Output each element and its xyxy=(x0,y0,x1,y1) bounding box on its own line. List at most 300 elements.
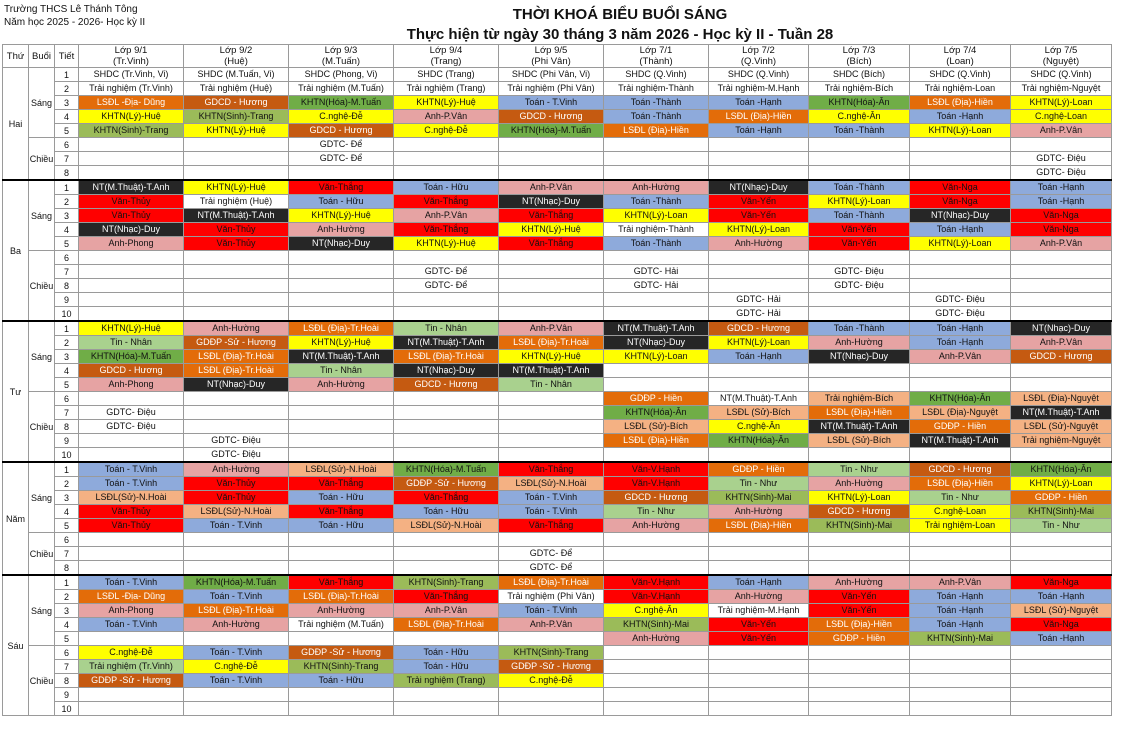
lesson-text: Toán - Hữu xyxy=(318,675,364,685)
lesson-cell xyxy=(709,590,809,604)
lesson-text: Văn-Nga xyxy=(1043,619,1079,629)
lesson-cell xyxy=(184,674,289,688)
session-label: Sáng xyxy=(29,68,55,138)
lesson-text: KHTN(Hóa)-M.Tuấn xyxy=(300,97,382,107)
lesson-text xyxy=(604,674,708,687)
lesson-cell xyxy=(79,688,184,702)
lesson-text xyxy=(1011,265,1111,278)
lesson-text: Toán - Hữu xyxy=(423,506,469,516)
lesson-text: Toán - T.Vinh xyxy=(209,520,263,530)
lesson-cell xyxy=(394,279,499,293)
school-name: Trường THCS Lê Thánh Tông xyxy=(4,4,138,15)
period-number: 9 xyxy=(55,293,79,307)
lesson-cell xyxy=(499,68,604,82)
lesson-text: Anh-P.Vân xyxy=(938,351,982,361)
lesson-cell xyxy=(184,279,289,293)
lesson-text xyxy=(1011,533,1111,546)
lesson-cell xyxy=(709,223,809,237)
lesson-cell xyxy=(394,505,499,519)
lesson-text xyxy=(289,448,393,461)
lesson-cell xyxy=(289,68,394,82)
lesson-cell xyxy=(394,420,499,434)
lesson-cell xyxy=(1011,434,1112,448)
lesson-text: NT(M.Thuật)-T.Anh xyxy=(719,393,797,403)
lesson-text xyxy=(1011,364,1111,377)
period-number: 4 xyxy=(55,618,79,632)
lesson-cell xyxy=(604,702,709,716)
table-row xyxy=(3,392,1112,406)
lesson-text xyxy=(709,533,808,546)
lesson-text xyxy=(394,561,498,574)
lesson-cell xyxy=(79,336,184,350)
lesson-text: LSĐL (Địa)-Tr.Hoài xyxy=(513,577,589,587)
lesson-text: SHDC (Q.Vinh) xyxy=(1030,69,1092,79)
period-number: 3 xyxy=(55,96,79,110)
lesson-text: Toán - T.Vinh xyxy=(209,591,263,601)
header-buoi: Buổi xyxy=(29,45,55,68)
lesson-text: Văn-V.Hạnh xyxy=(631,591,681,601)
lesson-cell xyxy=(910,279,1011,293)
table-row xyxy=(3,660,1112,674)
lesson-cell xyxy=(910,618,1011,632)
lesson-cell xyxy=(79,293,184,307)
lesson-text: Toán - T.Vinh xyxy=(104,478,158,488)
lesson-cell xyxy=(289,293,394,307)
lesson-text xyxy=(809,646,909,659)
lesson-cell xyxy=(79,68,184,82)
lesson-text: Tin - Nhân xyxy=(110,337,152,347)
lesson-cell xyxy=(910,392,1011,406)
lesson-text: C.nghệ-Loan xyxy=(933,506,987,516)
lesson-text: LSĐL (Địa)-Hiền xyxy=(826,619,892,629)
lesson-text: NT(Nhạc)-Duy xyxy=(930,210,989,220)
table-row xyxy=(3,618,1112,632)
lesson-text xyxy=(79,448,183,461)
lesson-cell xyxy=(1011,378,1112,392)
table-row xyxy=(3,265,1112,279)
class-header xyxy=(79,45,184,68)
lesson-text: Văn-Thắng xyxy=(423,224,469,234)
lesson-cell xyxy=(394,138,499,152)
lesson-text: Toán - Hữu xyxy=(318,492,364,502)
lesson-cell xyxy=(1011,575,1112,590)
lesson-text xyxy=(184,293,288,306)
lesson-cell xyxy=(604,110,709,124)
lesson-cell xyxy=(499,392,604,406)
lesson-cell xyxy=(910,646,1011,660)
day-label: Năm xyxy=(3,462,29,575)
lesson-cell xyxy=(184,251,289,265)
lesson-text xyxy=(289,420,393,433)
lesson-cell xyxy=(499,448,604,463)
lesson-cell xyxy=(79,674,184,688)
lesson-cell xyxy=(910,406,1011,420)
lesson-text: Toán -Hạnh xyxy=(735,351,782,361)
lesson-cell xyxy=(184,434,289,448)
lesson-cell xyxy=(809,448,910,463)
lesson-text xyxy=(289,307,393,320)
lesson-text: LSĐL -Địa- Dũng xyxy=(96,97,166,107)
lesson-cell xyxy=(79,237,184,251)
lesson-cell xyxy=(184,561,289,576)
lesson-cell xyxy=(289,505,394,519)
lesson-cell xyxy=(184,293,289,307)
lesson-cell xyxy=(184,265,289,279)
lesson-text xyxy=(79,392,183,405)
lesson-text: Văn-Thắng xyxy=(528,464,574,474)
period-number: 1 xyxy=(55,575,79,590)
lesson-text xyxy=(1011,279,1111,292)
lesson-cell xyxy=(604,674,709,688)
lesson-cell xyxy=(394,632,499,646)
lesson-text: Tin - Như xyxy=(840,464,878,474)
lesson-cell xyxy=(809,575,910,590)
lesson-cell xyxy=(910,491,1011,505)
lesson-cell xyxy=(809,604,910,618)
lesson-cell xyxy=(184,321,289,336)
lesson-text xyxy=(394,166,498,179)
period-number: 9 xyxy=(55,688,79,702)
lesson-cell xyxy=(394,251,499,265)
lesson-text: Toán -Thành xyxy=(630,111,682,121)
lesson-text: SHDC (Q.Vinh) xyxy=(727,69,790,79)
lesson-text xyxy=(499,138,603,151)
lesson-cell xyxy=(499,660,604,674)
lesson-text: Toán -Hạnh xyxy=(936,111,984,121)
lesson-text: LSĐL (Địa)-Hiền xyxy=(725,111,792,121)
table-row xyxy=(3,336,1112,350)
lesson-text xyxy=(604,533,708,546)
table-row xyxy=(3,152,1112,166)
lesson-cell xyxy=(184,660,289,674)
lesson-text xyxy=(499,392,603,405)
class-teacher: (Nguyệt) xyxy=(1042,56,1080,67)
period-number: 4 xyxy=(55,364,79,378)
lesson-text: NT(M.Thuật)-T.Anh xyxy=(302,351,380,361)
lesson-text: Toán -Thành xyxy=(833,182,885,192)
lesson-cell xyxy=(809,293,910,307)
lesson-text xyxy=(910,674,1010,687)
period-number: 2 xyxy=(55,195,79,209)
table-row xyxy=(3,279,1112,293)
class-name: Lớp 9/2 xyxy=(219,45,253,56)
lesson-cell xyxy=(1011,519,1112,533)
lesson-text: Văn-Nga xyxy=(942,182,978,192)
lesson-cell xyxy=(79,195,184,209)
table-row xyxy=(3,688,1112,702)
lesson-text xyxy=(709,265,808,278)
lesson-cell xyxy=(184,110,289,124)
lesson-text xyxy=(604,251,708,264)
lesson-text: Văn-Thắng xyxy=(318,506,364,516)
lesson-text: Anh-Hường xyxy=(835,478,883,488)
lesson-cell xyxy=(394,688,499,702)
lesson-text xyxy=(910,646,1010,659)
lesson-cell xyxy=(604,265,709,279)
lesson-cell xyxy=(499,124,604,138)
lesson-cell xyxy=(709,674,809,688)
lesson-text xyxy=(289,406,393,419)
lesson-text: Toán -Hạnh xyxy=(936,605,984,615)
lesson-cell xyxy=(184,406,289,420)
lesson-cell xyxy=(709,646,809,660)
lesson-text: GDĐP - Hiền xyxy=(933,421,987,431)
lesson-text: GDTC- Điệu xyxy=(834,280,884,290)
period-number: 5 xyxy=(55,632,79,646)
lesson-text: GDĐP - Hiền xyxy=(732,464,785,474)
lesson-text: C.nghệ-Ân xyxy=(634,605,678,615)
lesson-cell xyxy=(79,350,184,364)
lesson-text xyxy=(604,688,708,701)
lesson-cell xyxy=(709,251,809,265)
lesson-cell xyxy=(499,378,604,392)
lesson-cell xyxy=(184,152,289,166)
lesson-text: Trải nghiệm-Thành xyxy=(618,224,694,234)
lesson-text: GDĐP -Sử - Hương xyxy=(511,661,591,671)
lesson-text: GDTC- Điệu xyxy=(1036,167,1086,177)
lesson-text: Toán - Hữu xyxy=(423,661,469,671)
lesson-text: LSĐL (Địa)-Hiền xyxy=(725,520,792,530)
lesson-text: Văn-Thủy xyxy=(216,224,256,234)
lesson-cell xyxy=(910,307,1011,322)
lesson-text xyxy=(499,702,603,715)
session-label: Chiều xyxy=(29,533,55,576)
lesson-cell xyxy=(499,406,604,420)
lesson-cell xyxy=(394,152,499,166)
lesson-text: GDTC- Để xyxy=(424,266,468,276)
period-number: 2 xyxy=(55,590,79,604)
lesson-text: GDCD - Hương xyxy=(827,506,891,516)
lesson-text: Trải nghiệm-Loan xyxy=(924,520,996,530)
lesson-cell xyxy=(394,223,499,237)
lesson-cell xyxy=(289,434,394,448)
lesson-text xyxy=(79,307,183,320)
class-name: Lớp 9/4 xyxy=(429,45,463,56)
lesson-cell xyxy=(604,660,709,674)
lesson-cell xyxy=(709,378,809,392)
lesson-text: Trải nghiệm (Phi Vân) xyxy=(507,83,595,93)
lesson-text: KHTN(Sinh)-Mai xyxy=(725,492,792,502)
lesson-cell xyxy=(604,251,709,265)
lesson-cell xyxy=(184,364,289,378)
lesson-text: Tin - Nhân xyxy=(425,323,467,333)
lesson-cell xyxy=(809,702,910,716)
lesson-cell xyxy=(1011,321,1112,336)
lesson-text xyxy=(910,547,1010,560)
lesson-cell xyxy=(1011,533,1112,547)
lesson-cell xyxy=(79,152,184,166)
lesson-cell xyxy=(1011,702,1112,716)
lesson-text: GDTC- Hải xyxy=(633,266,679,276)
lesson-text xyxy=(1011,251,1111,264)
lesson-text: KHTN(Lý)-Loan xyxy=(827,196,891,206)
lesson-cell xyxy=(1011,223,1112,237)
period-number: 6 xyxy=(55,392,79,406)
lesson-text: NT(M.Thuật)-T.Anh xyxy=(921,435,999,445)
lesson-cell xyxy=(499,674,604,688)
session-label: Sáng xyxy=(29,462,55,533)
lesson-cell xyxy=(910,561,1011,576)
lesson-text: SHDC (M.Tuấn, Vi) xyxy=(197,69,275,79)
lesson-cell xyxy=(289,462,394,477)
lesson-text: Văn-Thủy xyxy=(216,492,256,502)
lesson-cell xyxy=(709,138,809,152)
timetable-body xyxy=(3,68,1112,716)
lesson-text: Văn-Yến xyxy=(740,210,777,220)
lesson-cell xyxy=(289,195,394,209)
lesson-cell xyxy=(809,152,910,166)
lesson-text xyxy=(79,152,183,165)
lesson-cell xyxy=(1011,688,1112,702)
lesson-cell xyxy=(79,180,184,195)
lesson-text xyxy=(394,392,498,405)
session-label: Sáng xyxy=(29,575,55,646)
lesson-text: KHTN(Lý)-Huệ xyxy=(311,210,371,220)
lesson-cell xyxy=(394,180,499,195)
lesson-cell xyxy=(910,632,1011,646)
lesson-text: Văn-Thắng xyxy=(423,591,469,601)
lesson-text: Toán -Hạnh xyxy=(936,224,984,234)
lesson-cell xyxy=(910,251,1011,265)
lesson-text: Toán -Hạnh xyxy=(1037,196,1085,206)
lesson-text xyxy=(604,561,708,574)
session-label: Sáng xyxy=(29,180,55,251)
lesson-cell xyxy=(604,590,709,604)
lesson-cell xyxy=(184,166,289,181)
lesson-cell xyxy=(709,448,809,463)
lesson-cell xyxy=(809,378,910,392)
page-subtitle: Thực hiện từ ngày 30 tháng 3 năm 2026 - Học kỳ II - Tuần 28 xyxy=(406,26,834,43)
class-teacher: (Q.Vinh) xyxy=(740,56,777,67)
lesson-text: Trải nghiệm-Bích xyxy=(824,393,894,403)
lesson-text: LSĐL(Sử)-N.Hoài xyxy=(515,478,587,488)
lesson-text xyxy=(709,561,808,574)
lesson-cell xyxy=(184,180,289,195)
lesson-text xyxy=(184,702,288,715)
lesson-cell xyxy=(289,209,394,223)
lesson-text: Toán -Hạnh xyxy=(1037,633,1085,643)
day-label: Hai xyxy=(3,68,29,181)
lesson-cell xyxy=(289,590,394,604)
lesson-cell xyxy=(499,632,604,646)
lesson-text: KHTN(Sinh)-Trang xyxy=(198,111,274,121)
period-number: 5 xyxy=(55,378,79,392)
lesson-text xyxy=(184,561,288,574)
period-number: 6 xyxy=(55,533,79,547)
lesson-text: GDĐP -Sử - Hương xyxy=(406,478,486,488)
lesson-text: Văn-Yến xyxy=(841,605,877,615)
lesson-text xyxy=(809,533,909,546)
lesson-text xyxy=(394,152,498,165)
period-number: 3 xyxy=(55,604,79,618)
lesson-cell xyxy=(289,561,394,576)
header-tiet: Tiết xyxy=(55,45,79,68)
lesson-text: LSĐL (Địa)-Tr.Hoài xyxy=(303,323,379,333)
lesson-text: GDTC- Để xyxy=(319,139,363,149)
lesson-cell xyxy=(604,124,709,138)
lesson-text xyxy=(910,166,1010,179)
lesson-cell xyxy=(79,209,184,223)
lesson-cell xyxy=(1011,448,1112,463)
lesson-text: NT(Nhạc)-Duy xyxy=(521,196,580,206)
lesson-cell xyxy=(184,547,289,561)
lesson-cell xyxy=(394,646,499,660)
lesson-text: Anh-Hường xyxy=(734,591,783,601)
lesson-cell xyxy=(709,209,809,223)
lesson-cell xyxy=(79,307,184,322)
lesson-text: Văn-Yến xyxy=(740,633,777,643)
lesson-cell xyxy=(910,293,1011,307)
lesson-text xyxy=(499,152,603,165)
lesson-text xyxy=(499,632,603,645)
lesson-text xyxy=(184,547,288,560)
table-row xyxy=(3,561,1112,576)
lesson-cell xyxy=(709,265,809,279)
lesson-cell xyxy=(184,604,289,618)
lesson-cell xyxy=(809,364,910,378)
lesson-cell xyxy=(289,702,394,716)
lesson-cell xyxy=(289,533,394,547)
class-teacher: (Trang) xyxy=(430,56,462,67)
lesson-cell xyxy=(394,434,499,448)
lesson-cell xyxy=(604,632,709,646)
lesson-text: Văn-Thắng xyxy=(423,492,469,502)
period-number: 2 xyxy=(55,82,79,96)
lesson-cell xyxy=(79,124,184,138)
lesson-text: LSĐL (Sử)-Bích xyxy=(827,435,891,445)
lesson-text: GDTC- Để xyxy=(319,153,363,163)
lesson-text xyxy=(184,392,288,405)
lesson-cell xyxy=(910,674,1011,688)
lesson-cell xyxy=(1011,547,1112,561)
lesson-cell xyxy=(1011,138,1112,152)
lesson-cell xyxy=(709,237,809,251)
lesson-cell xyxy=(184,519,289,533)
lesson-cell xyxy=(1011,350,1112,364)
lesson-cell xyxy=(1011,674,1112,688)
class-header xyxy=(809,45,910,68)
lesson-cell xyxy=(1011,279,1112,293)
lesson-cell xyxy=(289,265,394,279)
lesson-cell xyxy=(709,604,809,618)
lesson-cell xyxy=(910,462,1011,477)
session-label: Chiều xyxy=(29,251,55,322)
lesson-text: Toán - T.Vinh xyxy=(104,619,158,629)
lesson-cell xyxy=(910,420,1011,434)
lesson-cell xyxy=(79,491,184,505)
period-number: 3 xyxy=(55,350,79,364)
lesson-cell xyxy=(184,209,289,223)
lesson-cell xyxy=(910,68,1011,82)
lesson-text: KHTN(Hóa)-Ân xyxy=(828,97,890,107)
lesson-text: NT(M.Thuật)-T.Anh xyxy=(407,337,485,347)
lesson-text xyxy=(499,251,603,264)
period-number: 6 xyxy=(55,251,79,265)
lesson-text: Trải nghiệm (Tr.Vinh) xyxy=(89,661,173,671)
lesson-cell xyxy=(709,618,809,632)
lesson-cell xyxy=(1011,82,1112,96)
lesson-cell xyxy=(499,138,604,152)
lesson-cell xyxy=(809,434,910,448)
lesson-text xyxy=(499,293,603,306)
lesson-cell xyxy=(604,166,709,181)
lesson-text: LSĐL(Sử)-N.Hoài xyxy=(410,520,482,530)
lesson-text xyxy=(910,152,1010,165)
lesson-text: Toán -Hạnh xyxy=(1037,182,1085,192)
lesson-text xyxy=(709,674,808,687)
lesson-text: LSĐL (Địa)-Hiền xyxy=(927,478,993,488)
lesson-cell xyxy=(910,96,1011,110)
